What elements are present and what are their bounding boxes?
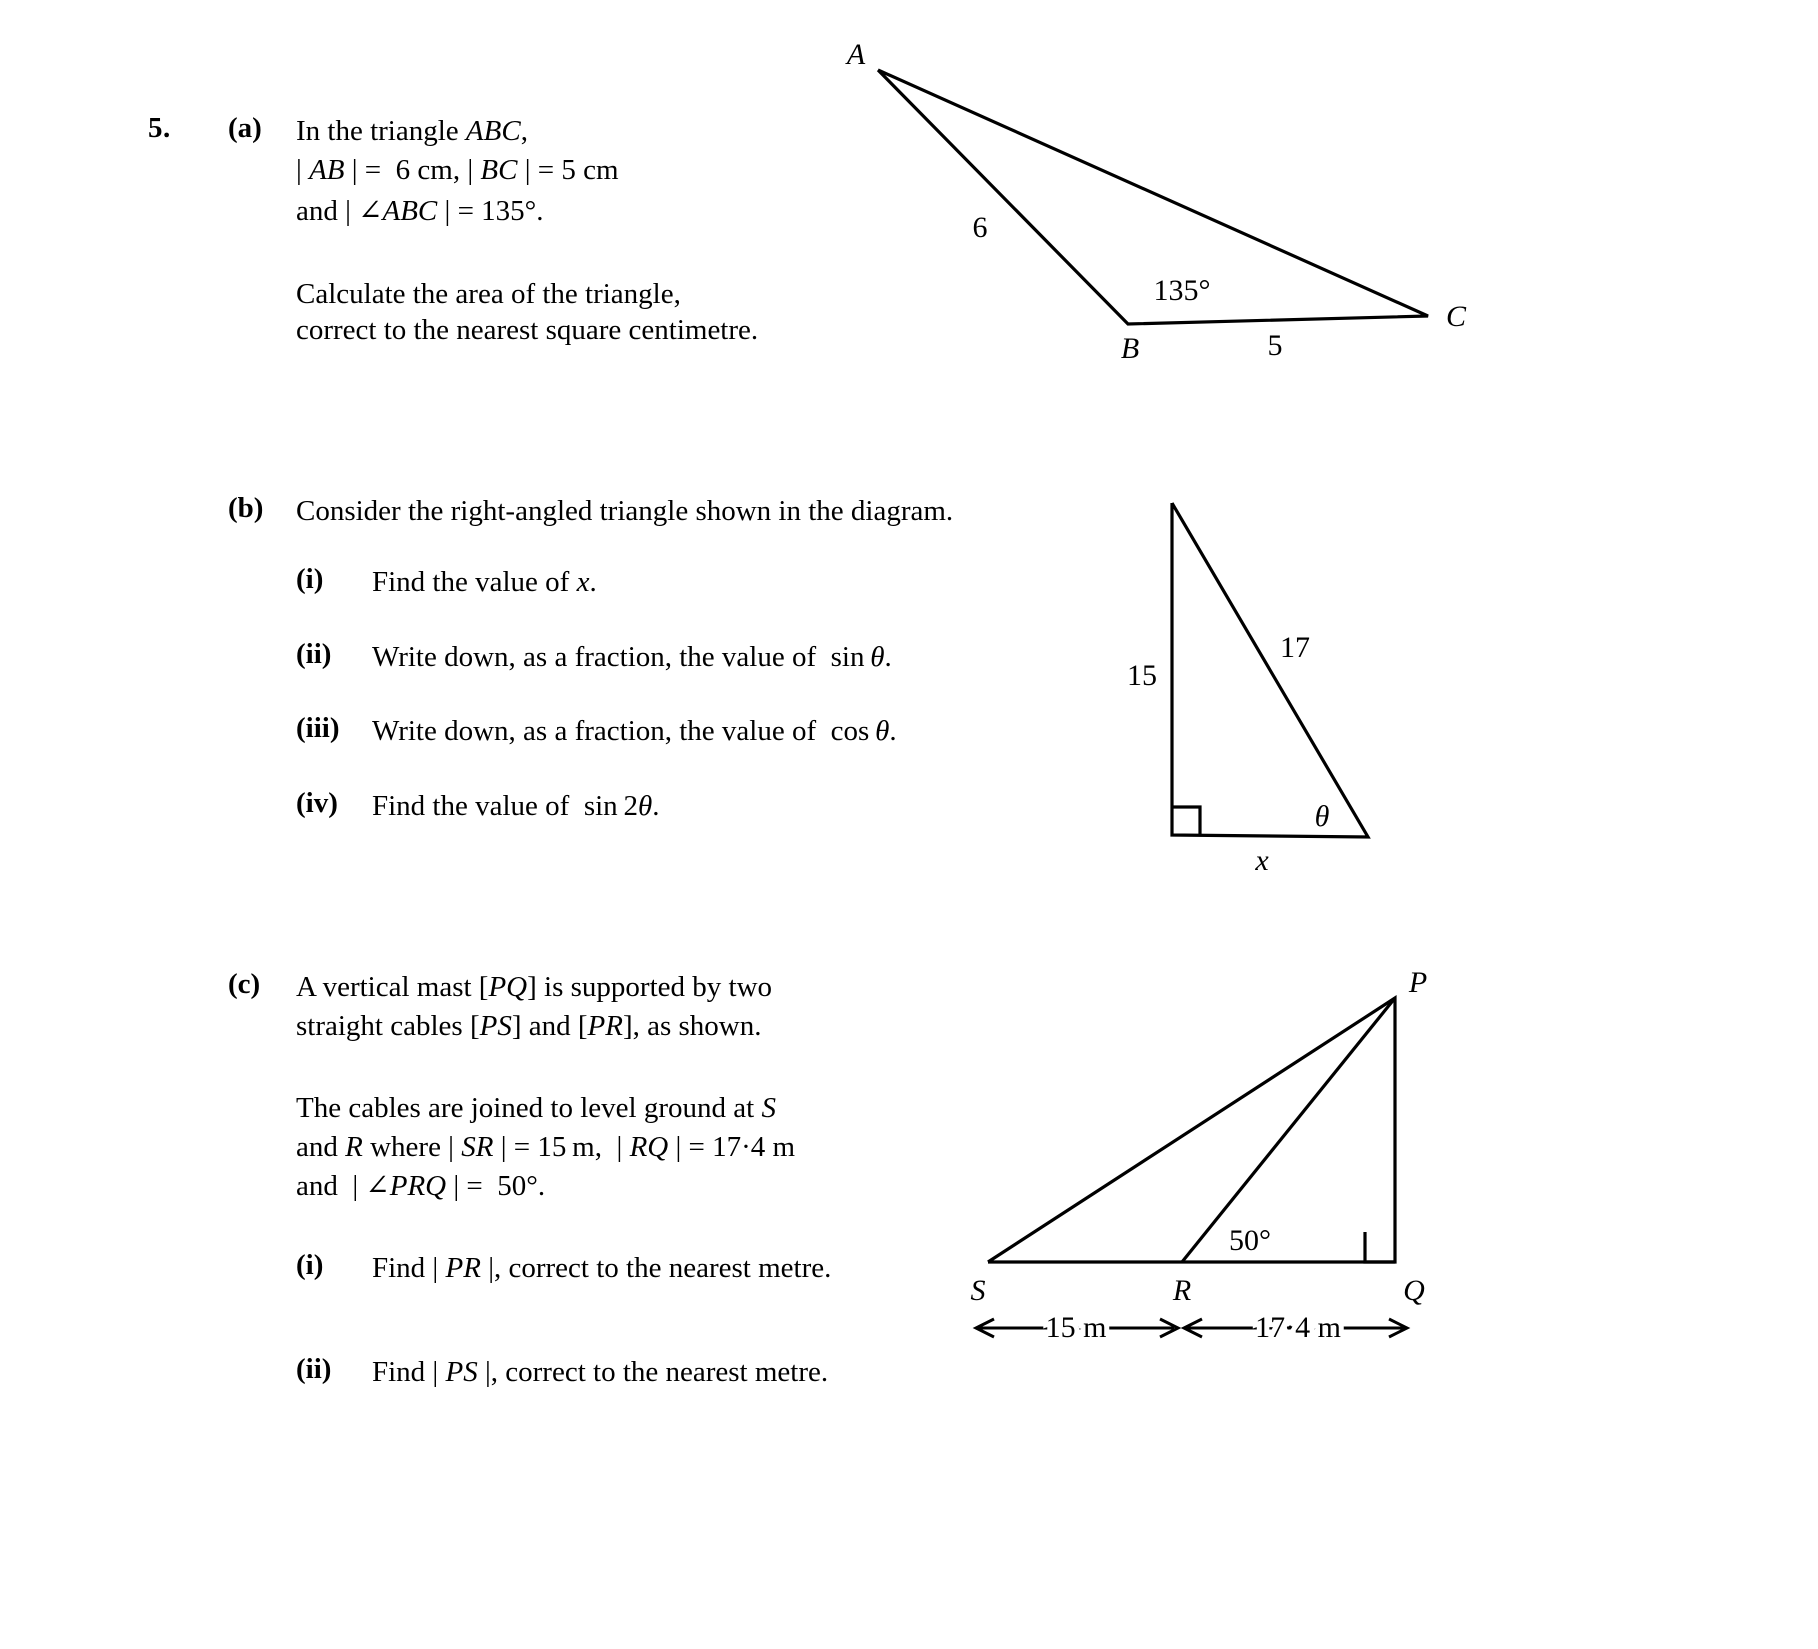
question-number: 5. xyxy=(148,112,171,144)
part-a-line1 xyxy=(296,112,528,151)
side-label-x: x xyxy=(1255,844,1269,877)
angle-label-50: 50° xyxy=(1229,1224,1271,1257)
vertex-label-q: Q xyxy=(1403,1274,1425,1307)
part-b-item-0-text: Find the value of x. xyxy=(372,566,597,598)
part-b-item-3-text: Find the value of sin 2θ. xyxy=(372,790,660,822)
part-a-line1-italic: ABC xyxy=(465,115,521,147)
part-b-label: (b) xyxy=(228,492,264,524)
dim-label-sr: 15 m xyxy=(1045,1311,1107,1344)
part-b-item-2-label: (iii) xyxy=(296,712,340,744)
cable-pr-line xyxy=(1182,998,1395,1262)
vertex-label-r: R xyxy=(1172,1274,1192,1307)
vertex-label-b: B xyxy=(1120,332,1140,365)
part-b-intro: Consider the right-angled triangle shown in the diagram. xyxy=(296,495,954,527)
dim-label-rq: 17·4 m xyxy=(1255,1311,1341,1344)
part-b-item-1-label: (ii) xyxy=(296,638,332,670)
side-label-17: 17 xyxy=(1280,631,1310,664)
part-c-line4: and R where | SR | = 15 m, | RQ | = 17·4 m xyxy=(296,1131,796,1163)
side-label-15: 15 xyxy=(1127,659,1157,692)
vertex-label-c: C xyxy=(1445,300,1467,333)
part-a-line3: and | ∠ABC | = 135°. xyxy=(296,195,544,227)
angle-label-b: 135° xyxy=(1153,274,1211,307)
mast-diagram xyxy=(950,960,1470,1350)
part-a-line4: Calculate the area of the triangle, xyxy=(296,278,681,310)
part-c-line1: A vertical mast [PQ] is supported by two xyxy=(296,971,773,1003)
part-a-line1-text: In the triangle xyxy=(296,115,466,147)
right-triangle-diagram xyxy=(1110,485,1450,885)
right-angle-marker-icon xyxy=(1172,807,1200,835)
part-a-line5: correct to the nearest square centimetre. xyxy=(296,314,759,346)
right-triangle-outline xyxy=(1172,503,1368,837)
part-a-label: (a) xyxy=(228,112,262,144)
angle-label-theta: θ xyxy=(1314,800,1330,833)
part-c-item-1-label: (ii) xyxy=(296,1353,332,1385)
vertex-label-p: P xyxy=(1408,966,1428,999)
part-b-item-1-text: Write down, as a fraction, the value of sin θ. xyxy=(372,641,892,673)
part-b-item-0-label: (i) xyxy=(296,563,324,595)
mast-triangle-outline xyxy=(988,998,1395,1262)
vertex-label-a: A xyxy=(846,38,866,71)
part-c-line2: straight cables [PS] and [PR], as shown. xyxy=(296,1010,762,1042)
triangle-abc-diagram xyxy=(840,28,1500,368)
side-label-ab: 6 xyxy=(972,211,988,244)
part-c-line3: The cables are joined to level ground at S xyxy=(296,1092,776,1124)
right-angle-marker-icon xyxy=(1365,1232,1395,1262)
part-c-line5: and | ∠PRQ | = 50°. xyxy=(296,1170,546,1202)
part-a-line1-tail: , xyxy=(520,115,528,147)
part-c-item-1-text: Find | PS |, correct to the nearest metre. xyxy=(372,1356,829,1388)
part-b-item-3-label: (iv) xyxy=(296,787,338,819)
part-c-label: (c) xyxy=(228,968,261,1000)
part-c-item-0-text: Find | PR |, correct to the nearest metre. xyxy=(372,1252,832,1284)
side-label-bc: 5 xyxy=(1267,329,1283,362)
part-a-line2: | AB | = 6 cm, | BC | = 5 cm xyxy=(296,154,619,186)
part-b-item-2-text: Write down, as a fraction, the value of cos θ. xyxy=(372,715,897,747)
vertex-label-s: S xyxy=(970,1274,986,1307)
part-c-item-0-label: (i) xyxy=(296,1249,324,1281)
